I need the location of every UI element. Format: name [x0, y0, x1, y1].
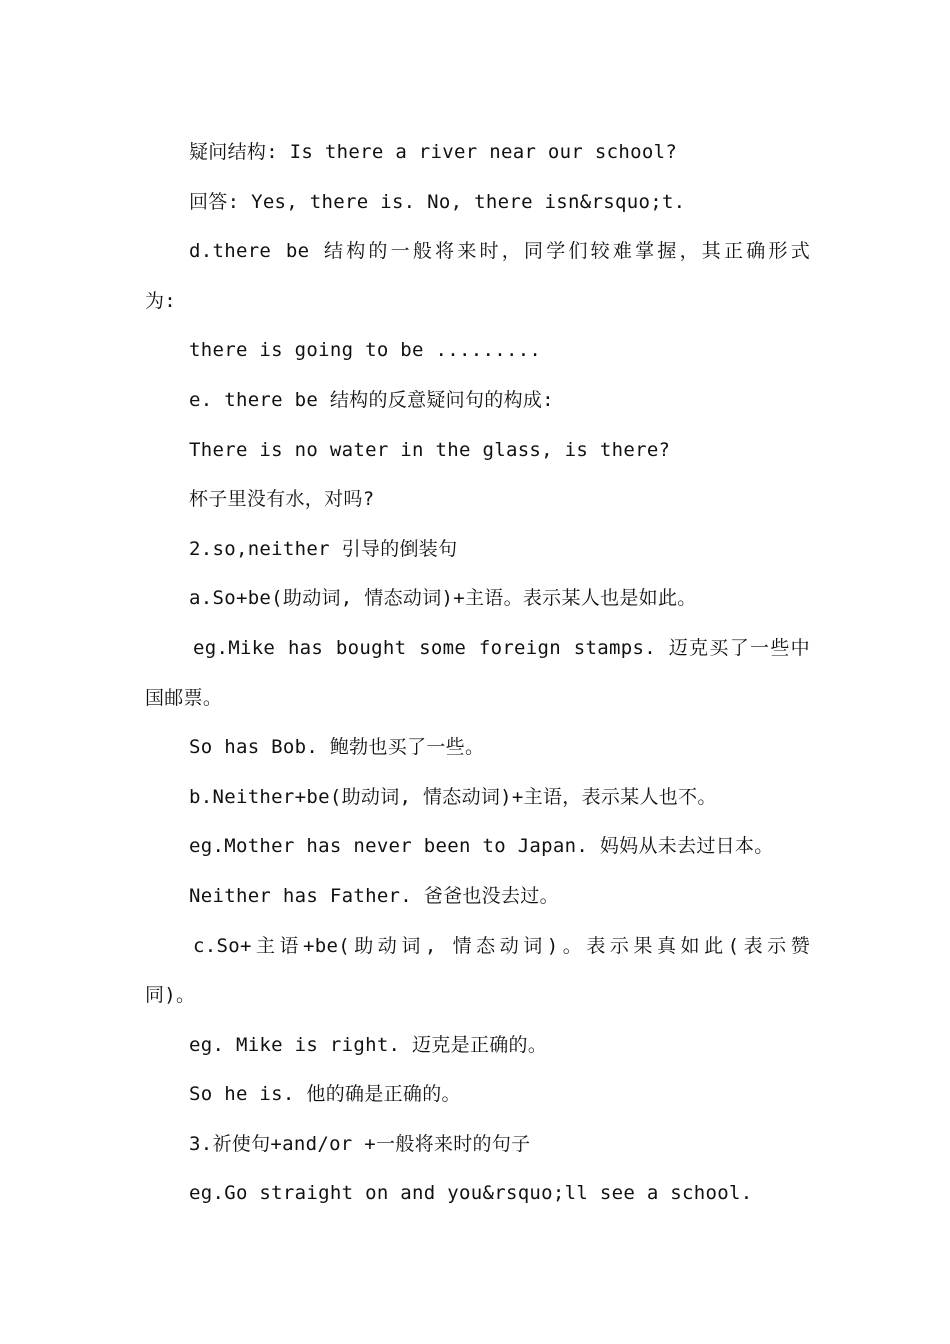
rule-c-continuation: 同)。 [145, 984, 196, 1007]
example-a-response: So has Bob. 鲍勃也买了一些。 [189, 736, 485, 759]
example-c-line: eg. Mike is right. 迈克是正确的。 [189, 1033, 548, 1056]
example-b-response: Neither has Father. 爸爸也没去过。 [189, 884, 559, 907]
rule-b-line: b.Neither+be(助动词, 情态动词)+主语，表示某人也不。 [189, 785, 717, 808]
tag-question-example: There is no water in the glass, is there? [189, 438, 671, 461]
example-b-line: eg.Mother has never been to Japan. 妈妈从未去过日本。 [189, 835, 774, 858]
document-body [145, 128, 810, 1219]
question-structure-line: 疑问结构: Is there a river near our school? [189, 141, 678, 163]
example-c-response: So he is. 他的确是正确的。 [189, 1083, 461, 1106]
rule-a-line: a.So+be(助动词, 情态动词)+主语。表示某人也是如此。 [189, 587, 697, 610]
answer-line: 回答: Yes, there is. No, there isn&rsquo;t. [189, 190, 686, 213]
section-e-line: e. there be 结构的反意疑问句的构成: [189, 388, 554, 411]
example-3-line: eg.Go straight on and you&rsquo;ll see a school. [189, 1182, 753, 1205]
section-d-continuation: 为: [145, 289, 177, 312]
rule-c-line: c.So+主语+be(助动词, 情态动词)。表示果真如此(表示赞 [193, 934, 810, 957]
section-3-heading: 3.祈使句+and/or +一般将来时的句子 [189, 1132, 531, 1155]
section-d-line: d.there be 结构的一般将来时，同学们较难掌握，其正确形式 [189, 240, 810, 263]
example-a-continuation: 国邮票。 [145, 686, 223, 709]
tag-question-translation: 杯子里没有水，对吗? [189, 488, 375, 511]
section-2-heading: 2.so,neither 引导的倒装句 [189, 537, 458, 560]
going-to-be-line: there is going to be ......... [189, 339, 542, 362]
example-a-line: eg.Mike has bought some foreign stamps. 迈克买了一些中 [193, 636, 810, 659]
